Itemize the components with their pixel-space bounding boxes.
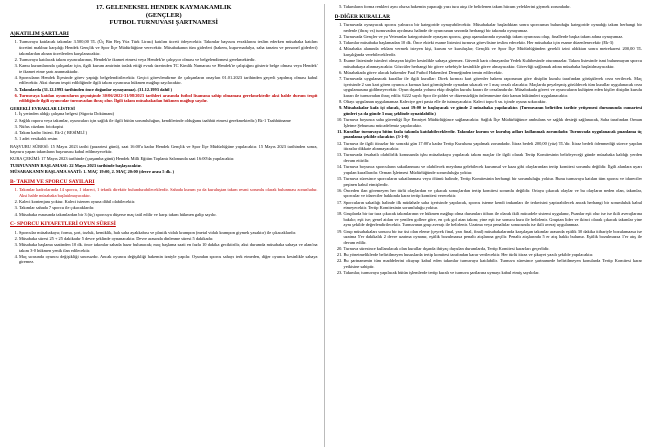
list-item: 17. Sporcuların sakatlığı halinde ilk müdahale saha içerisinde yapılacak, sporcu isteme kendi imkanları ile tedavisini yaptırabilecek ancak herhangi bir sorumluluk kabul etmeyecektir. Tertip Komitesinin sorumluluğu yoktur. bbox=[344, 200, 643, 211]
list-item: 6. Müsabakada görev alacak hakemler Faal Futbol Hakemleri Derneğinden temin edilecektir. bbox=[344, 70, 643, 76]
evrak-list bbox=[10, 111, 318, 141]
baslangic-paragraph: TURNUVANIN BAŞLAMASI: 22 Mayıs 2023 tarihinde başlayacaktır. bbox=[10, 162, 142, 168]
right-column bbox=[335, 4, 643, 447]
list-item: 3. Nüfus cüzdanı fotokopisi bbox=[19, 124, 318, 130]
kura-paragraph: KURA ÇEKİMİ: 17 Mayıs 2023 tarihinde (çarşamba günü) Hendek Milli Eğitim Toplantı Salonunda saat 16:00'da yapılacaktır. bbox=[10, 156, 235, 161]
section-heading-kiyafet: C- SPORCU KIYAFETLERİ OYUN SÜRESİ bbox=[10, 221, 116, 228]
list-item: 4. Maç sırasında oyuncu değişikliği sınırsızdır. Ancak oyuncu değişikliği hakemin izniyle yapılır. Oyundan sporcu sahayı terk etmeden, diğer oyuncu kesinlikle sahaya giremez. bbox=[19, 254, 318, 265]
list-item: 13. Turnuvada fesahatlı olabilirlik konusunda işbu müsabakaya yapılacak takım maçlar ile ilgili olarak Tertip Komitesinin belirleyeceği günde müsabaka kaldığı yerden devam ettirilir. bbox=[344, 152, 643, 163]
doc-title-line1: 17. GELENEKSEL HENDEK KAYMAKAMLIK bbox=[96, 4, 232, 11]
diger-list bbox=[335, 22, 643, 276]
list-item: 2. Sağlık raporu veya takımlar, oyuncuları için sağlık ile ilgili bütün sorumluluğun, kendilerinde olduğunu taahhüt etmesi gerekmektedir.) Ek-1 Taahhütname bbox=[19, 118, 318, 124]
continued-list bbox=[335, 4, 643, 10]
list-item: 10. Turnuva boyunca saha güvenliği İlçe Emniyet Müdürlüğünce sağlanacaktır. Sağlık İlçe Müdürlüğünce ambulans ve sağlık desteği sağlanacak, Saha tarafından Orman İşletme Şebunusu mücadelemiz yapılacaktır. bbox=[344, 117, 643, 128]
doc-title-line3: FUTBOL TURNUVASI ŞARTNAMESİ bbox=[109, 19, 219, 27]
list-item: 2. Turnuvada Gençler ve ya Veteranlar kategorisinde oynayan sporcu, grup aşamalarında oynadığı takım oyuncusu olup, finallerde başka takım adına oynayamaz. bbox=[344, 34, 643, 40]
list-item: 2. Turnuvaya katılacak takım oyuncularının, Hendek'te ikamet etmesi veya Hendek'te çalışıyor olması ve belgelendirmesi gerekmektedir. bbox=[19, 57, 318, 63]
list-item: 1. Sporcular müsabakaya; forma, şort, tozluk, kemiklik, halı saha ayakkabısı ve plastik vidalı krampon (metal vidalı krampon giymek yasaktır) ile çıkacaklardır. bbox=[19, 230, 318, 236]
takim-list bbox=[10, 187, 318, 217]
list-item: 3. Takımlar sahada 7 sporcu ile çıkacaklardır. bbox=[19, 205, 318, 211]
list-item: 1. İş yerinden aldığı çalışma belgesi (Sigorta Dokümanı) bbox=[19, 111, 318, 117]
list-item: 12. Turnuva ile ilgili itirazlar bir sonraki gün 17:00'a kadar Tertip Kurulunu yapılmak zorundadır. İtiraz bedeli 200,00 (yüz) TL'dir. İtiraz bedeli ödenmediği sürece yapılan itirazlar dikkate alınmayacaktır. bbox=[344, 141, 643, 152]
list-item: 20. Turnuva süresince kullanılacak olan kurallar dışında ihtiyaç duyulan durumlarda, Tertip Komitesi kararları geçerlidir. bbox=[344, 246, 643, 252]
list-item: 19. Grup müsabakaları sonucu bir tur üst olan eleme (çeyrek final, yarı final, final) müsabakalarında karşılaşan takımlar arasında eşitlik 30 dakika itibariyle bozulamazsa ise uzatma 5'er dakikalık 2 devre uzatma oynanır, eşitlik bozulmazsa penaltı atışlarına geçilir. Penaltı atışlarında 5 er atış hakkı bulunur. Eşitlik bozulmazsa 1'er atış ile devam edilir. bbox=[344, 229, 643, 246]
section-heading-diger: D-DİĞER KURALLAR bbox=[334, 13, 391, 20]
list-item: 8. Oltayı uygulanan uygulanamaz Kaleciye geri pasta elle ile tutmayacaktır. Kaleci topu 6 sn. içinde oyuna sokacaktır. bbox=[344, 99, 643, 105]
list-item: 2. Müsabaka süresi 25 + 25 dakikadır 5 devre şeklinde oynanacaktır. Devre arasında dinlenme süresi 5 dakikadır. bbox=[19, 236, 318, 242]
basvuru-paragraph: BAŞVURU SÜRESİ: 15 Mayıs 2023 tarihi (pazartesi günü), saat 16:00'a kadar Hendek Gençlik ve Spor İlçe Müdürlüğüne yapılacaktır. 15 Mayıs 2023 tarihinden sonra, başvuru yapan takımların başvurusu kabul edilmeyecektir. bbox=[10, 143, 318, 155]
section-heading-takim: B- TAKIM VE SPORCU SAYILARI bbox=[10, 178, 95, 185]
katilim-list bbox=[10, 39, 318, 104]
list-item: 5. Esame listesinde isimleri olmayan kişiler kesinlikle sahaya giremez. Güvenli kartı olmayanlar Yedek Kulübesinde oturamazlar. Takım listesinde ismi bulunmayan sporcu müsabakaya alınmayacaktır. Gözcüler herhangi bir görev sebebiyle kesinlikle görev almayacaktır. Görevliği sağlamak adına müsabaka başlatılmayacaktır. bbox=[344, 58, 643, 69]
list-item: 15. Turnuva süresince sporcuların sakatlanması veya ölümü halinde, Tertip Komitesinin herhangi bir sorumluluğu yoktur. Bunu turnuvaya katılan tüm sporcu ve idareciler peşinen kabul etmişlerdir. bbox=[344, 176, 643, 187]
kiyafet-list bbox=[10, 230, 318, 265]
list-item: 7. Turnuvada uygulanacak kurallar ile ilgili kurallar: Direk kırmızı kart görenler hakem raporunun göre disiplin kurulu tarafından görüşülerek ceza verilecek. Maç içerisinde 2 sarı kart gören oyuncu a kırmızı kart görmüşlerde oynadan sıkacak ve 1 maç cezalı olacaktır. Maçlarda peyzleşmiş görüldecek tüm kurallar uygulanacak ceza uygulamasına gidilmeyecektir. Oyun dışında yolunu ekip disiplin kurulu kararı ile cezalandırılır. Müsabakada görevi ve oyuncuların kulüpten eden kişiler disiplin kurulu kararı ile turnuvadan ihraç edilir. 6222 sayılı Spor ile şiddet ve düzensizliğin önlenmesine dair kanun hükümleri uygulanacaktır. bbox=[344, 76, 643, 98]
list-item: 3. Kamu kurumlarında çalışanlar için, ilgili kurum amirinin taslak ettiği evrak üzerinden TC Kimlik Numarası ve Hendek'te çalıştığını gösterir belge olması veya Hendek' te ikamet etme şartı aranmaktadır. bbox=[19, 63, 318, 74]
list-item: 3. Müsabaka başlama saatinden 10 dk. önce takımlar sahada hazır bulunacak; maç başlama saati en fazla 10 dakika geciktirilir, aksi durumda müsabaka sahaya ve alanı'na takım 3-0 hükmen yenik ilan edilecektir. bbox=[19, 242, 318, 253]
list-item: 9. Müsabakalar kafa içi olacak, saat 19:00 te başlayacak ve günde 2 müsabaka yapılacaktır. (Turnuvanın belirtilen tarihte yetişemesi durumunda cumartesi günleri ya da günde 3 maç şeklinde oynatılabilir.) bbox=[344, 105, 643, 116]
list-item: 5. Takımların forma renkleri aynı olursa hakemin yapacağı yazı tura atışı ile belirlenen takım hücum yeleklerini giymek zorundadır. bbox=[344, 4, 643, 10]
list-item: 16. Önceden ilan göremeyen her türlü olaylardan ve çıkacak sonuçlardan tertip komitesi sorumlu değildir. Ortaya çıkacak olaylar ve bu olayların neden olan, takımlar, sporcular ve idareciler hakkında karar tertip komitesi verecektir. bbox=[344, 188, 643, 199]
list-item: 4. Sporcuların Hendek İlçesinde görev yaptığı belgelendirilecektir. Geçici görevlendirme ile çalışanların onayları 01.01.2023 tarihinden geçerli yapılmış olması kabul edilecektir. Aksi durum tespit edildiğinde ilgili takım oyuncusu hükmen mağlup sayılacaktır. bbox=[19, 75, 318, 86]
list-item: 14. Turnuva boyunca sporcuların sakatlanması ve olabilecek meydana gelebilecek kurumsal ve kaza gibi olaylarından tertip komitesi sorumlu değildir. İlgili alanlara uyarı yapılan kurallarıdır. Orman İşletmesi Müdürlüğünde sorumluluğu yoktur. bbox=[344, 164, 643, 175]
saat-paragraph: MÜSABAKANIN BAŞLAMA SAATİ: 1. MAÇ 19:00, 2. MAÇ 20:00 (devre arası 5 dk. ) bbox=[10, 169, 175, 175]
doc-title-line2: (GENÇLER) bbox=[145, 11, 182, 19]
list-item: 11. Kurallar turnuvaya bitim fazla takımla katılabileceklerdir. Takımlar kurum ve kuruluş adları kullanmak zorundadır. Turnuvada uygulanacak puanlama üç puanlama şekilde olacaktır. (3-1-0) bbox=[344, 129, 643, 140]
list-item: 5. Takımlarda (31.12.1993 tarihinden önce doğanlar oynayamaz). (31.12.1993 dahil ) bbox=[19, 87, 318, 93]
list-item: 6. Turnuvaya katılan oyuncuların geçmişinde 30/06/2022-31/08/2023 tarihleri arasında futbol lisansına sahip olmaması gerekmektedir aksi halde durum tespit edildiğinde ilgili oyuncular turnuvadan ihraç olur. İlgili takım müsabakadan hükmen mağlup sayılır. bbox=[19, 93, 318, 104]
list-item: 4. Müsabaka esnasında takımlardan bir 3 (üç) sporcuya düşerse maç tatil edilir ve karşı takım hükmen galip sayılır. bbox=[19, 212, 318, 218]
list-item: 1. Takımlar kadrolarında 14 sporcu, 1 idareci, 1 teknik direktör bulundurabileceklerdir. Sahada kurum ya da kuruluştan takım resmi sorumlu olarak bulunması zorunludur. Aksi halde müsabaka başlatılmayacaktır. bbox=[19, 187, 318, 198]
list-item: 3. Takımlar müsabaka başlamadan 10 dk. Önce ekteki esame listesini turnuva görevlisine teslim edecektir. Her müsabaka için esame düzenlenecektir (Ek-3) bbox=[344, 40, 643, 46]
left-column bbox=[10, 4, 325, 447]
list-item: 22. Bu şartnamenin tüm maddelerini okuyup kabul eden takımlar turnuvaya katılabilir. Turnuva süresince şartnamede belirtilmeyen konularda Tertip Komitesi karar yetkisine sahiptir. bbox=[344, 258, 643, 269]
section-heading-katilim: A)KATILIM ŞARTLARI bbox=[10, 30, 69, 37]
list-item: 4. Müsabaka alanında reklam vermek isteyen kişi, kurum ve kuruluşlar; Gençlik ve Spor İlçe Müdürlüğünden gerekli izini aldıktan sonra metrekaresi 200,00 TL karşılığında verebileceklerdir. bbox=[344, 46, 643, 57]
list-item: 21. Bu yönetmeliklerde belirtilmeyen hususlarda tertip komitesi tarafından karar verilecektir. Her türlü itiraz ve şikayet yazılı şekilde yapılacaktır. bbox=[344, 252, 643, 258]
list-item: 2. Kaleci kontenjanı yoktur. Kaleci istenen oyuna dâhil olabilecektir. bbox=[19, 199, 318, 205]
list-item: 4. Takım kadro listesi. Ek-2 ( RESİMLİ ) bbox=[19, 130, 318, 136]
evrak-heading: GEREKLİ EVRAKLAR LİSTESİ bbox=[10, 105, 75, 111]
list-item: 1. Turnuvaya katılacak takımlar 3.500,00 TL (Üç Bin Beş Yüz Türk Lirası) katılım ücreti ödeyecektir. Takımlar başvuru evraklarını teslim ederken müsabaka katılım ücretini makbuz karşılığı Hendek Gençlik ve Spor İlçe Müdürlüğüne verecektir. Müsabakanın tüm giderleri (hakem, kupa-madalya, saha tanzim ve personel giderleri) takımlardan alınan ücretlerden karşılanacaktır. bbox=[19, 39, 318, 56]
list-item: 5. 1 adet vesikalık resim bbox=[19, 136, 318, 142]
list-item: 23. Takımlar, turnuvaya yapılacak bütün işlemlerde tertip kuralı ve turnuva şartlarına uymayı kabul etmiş sayılırlar. bbox=[344, 270, 643, 276]
list-item: 1. Turnuvada oynayacak sporcu yalnızca bir kategoride oynayabilecektir. Müsabakalar başladıktan sonra sporcunun bulunduğu kategoride oynadığı takım herhangi bir nedenle (ihraç vs) turnuvadan ayrılması halinde de oyuncunun sezonda herhangi bir takımda oynayamaz. bbox=[344, 22, 643, 33]
list-item: 18. Gruplarda bir tur tura çıkacak takımlarının ve hükmen mağlup olma durumları itibarı ile olarak ikili mücadele sistemi uygulanır, Puanlar eşit olur ise ise ikili averajlarına bakılır; eşit ise; genel atılan ve yenilen gollere göre, en çok gol atan takım; yine eşit ise sonucu kura ile belirlenir. Gruptan lider ve ikinci olarak çıkacak takımlar yine aynı şekilde değerlendirilecektir. Turnuvanın grup averajı ile belirlenir. Uzatma veya penaltılar sonucunda ise ikili averaj uygulanmaz. bbox=[344, 211, 643, 228]
